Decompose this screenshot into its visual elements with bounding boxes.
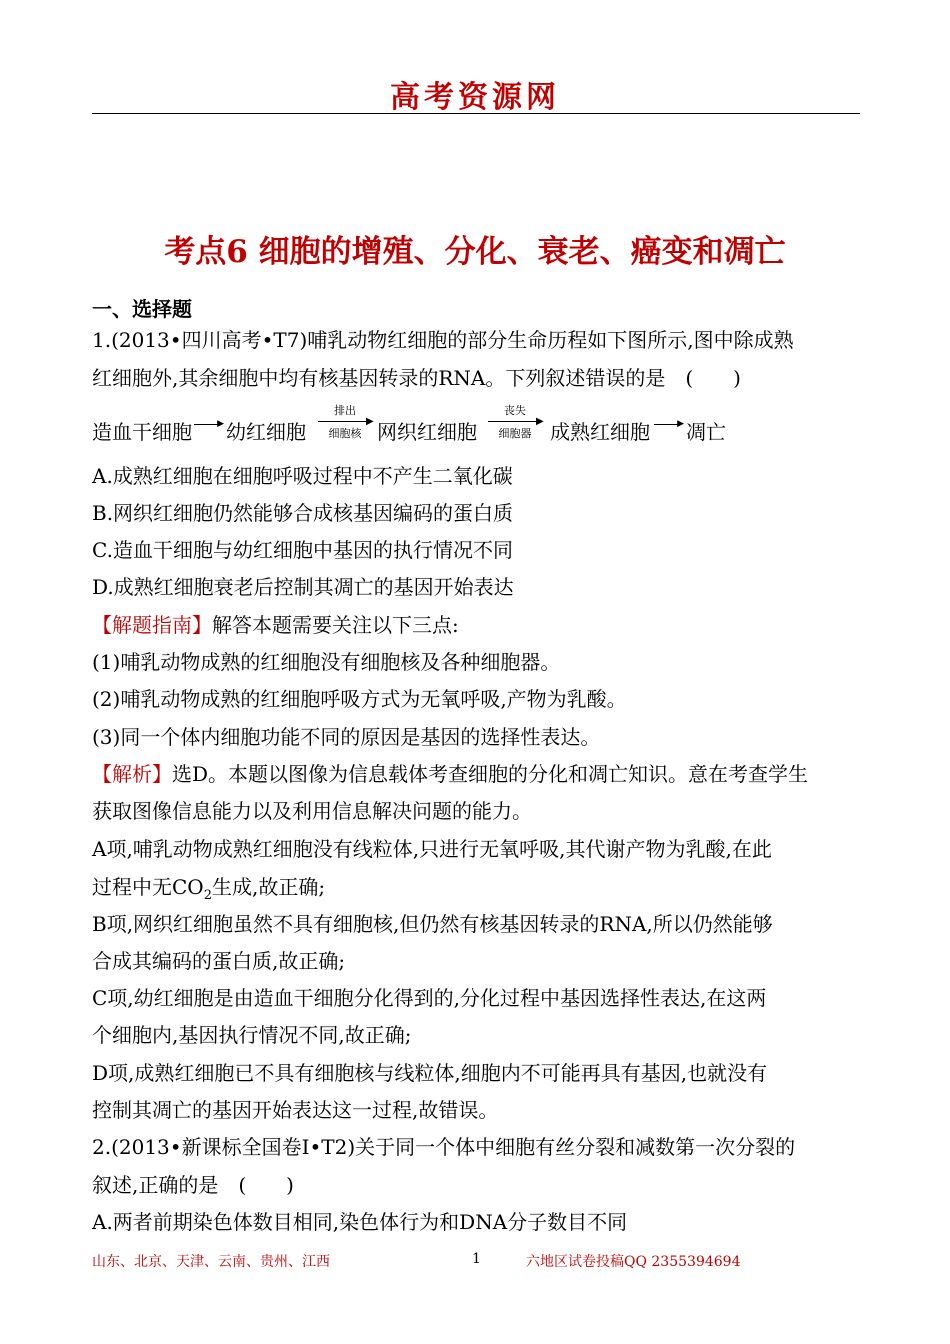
flow-node-erythroblast: 幼红细胞 [226,420,306,444]
q1-analysis-line1 [92,761,862,787]
q1-option-a: A.成熟红细胞在细胞呼吸过程中不产生二氧化碳 [92,464,513,488]
q1-stem-line1: 1.(2013•四川高考•T7)哺乳动物红细胞的部分生命历程如下图所示,图中除成熟 [92,328,794,352]
flow-node-hsc: 造血干细胞 [92,420,192,444]
section-heading: 一、选择题 [92,297,192,321]
q1-option-c: C.造血干细胞与幼红细胞中基因的执行情况不同 [92,538,513,562]
q1-explain-c-line1: C项,幼红细胞是由造血干细胞分化得到的,分化过程中基因选择性表达,在这两 [92,986,767,1010]
guide-tag: 【解题指南】 [92,613,212,637]
q1-explain-b-line1: B项,网织红细胞虽然不具有细胞核,但仍然有核基因转录的RNA,所以仍然能够 [92,912,773,936]
q1-guide [92,612,862,638]
page-title: 考点6 细胞的增殖、分化、衰老、癌变和凋亡 [164,234,786,270]
analysis-tag: 【解析】 [92,762,172,786]
flow-arrow-1: ▶ [194,424,220,425]
flow-node-reticulocyte: 网织红细胞 [377,420,477,444]
flow-arrow-2-top-label: 排出 [334,404,356,417]
header-divider [92,113,860,114]
flow-arrow-3-top-label: 丧失 [504,404,526,417]
flow-node-apoptosis: 凋亡 [686,420,726,444]
guide-text: 解答本题需要关注以下三点: [212,613,459,637]
q2-option-a: A.两者前期染色体数目相同,染色体行为和DNA分子数目不同 [92,1210,628,1234]
q1-stem-line2: 红细胞外,其余细胞中均有核基因转录的RNA。下列叙述错误的是 ( ) [92,366,741,390]
q1-analysis-line2: 获取图像信息能力以及利用信息解决问题的能力。 [92,799,532,823]
q1-explain-a-line1: A项,哺乳动物成熟红细胞没有线粒体,只进行无氧呼吸,其代谢产物为乳酸,在此 [92,837,772,861]
q1-explain-b-line2: 合成其编码的蛋白质,故正确; [92,949,346,973]
footer-page-number: 1 [472,1251,481,1267]
q1-explain-c-line2: 个细胞内,基因执行情况不同,故正确; [92,1023,412,1047]
flow-arrow-3-bottom-label: 细胞器 [498,427,532,440]
q2-stem-line2: 叙述,正确的是 ( ) [92,1173,294,1197]
footer-regions: 山东、北京、天津、云南、贵州、江西 [92,1254,330,1270]
flow-arrow-2-bottom-label: 细胞核 [328,427,362,440]
flow-node-mature-rbc: 成熟红细胞 [550,420,650,444]
q1-option-b: B.网织红细胞仍然能够合成核基因编码的蛋白质 [92,501,514,525]
q1-option-d: D.成熟红细胞衰老后控制其凋亡的基因开始表达 [92,575,514,599]
q1-guide-point-3: (3)同一个体内细胞功能不同的原因是基因的选择性表达。 [92,725,601,749]
site-logo: 高考资源网 [390,80,560,115]
analysis-text: 选D。本题以图像为信息载体考查细胞的分化和凋亡知识。意在考查学生 [172,762,809,786]
q1-explain-a-line2: 过程中无$CO_2$生成,故正确; [92,875,326,903]
q1-guide-point-2: (2)哺乳动物成熟的红细胞呼吸方式为无氧呼吸,产物为乳酸。 [92,687,627,711]
q1-explain-d-line1: D项,成熟红细胞已不具有细胞核与线粒体,细胞内不可能再具有基因,也就没有 [92,1061,768,1085]
footer-contact: 六地区试卷投稿QQ 2355394694 [526,1254,741,1270]
flow-arrow-4: ▶ [654,424,680,425]
q1-guide-point-1: (1)哺乳动物成熟的红细胞没有细胞核及各种细胞器。 [92,650,561,674]
q2-stem-line1: 2.(2013•新课标全国卷Ⅰ•T2)关于同一个体中细胞有丝分裂和减数第一次分裂的 [92,1135,796,1159]
q1-explain-d-line2: 控制其凋亡的基因开始表达这一过程,故错误。 [92,1098,499,1122]
